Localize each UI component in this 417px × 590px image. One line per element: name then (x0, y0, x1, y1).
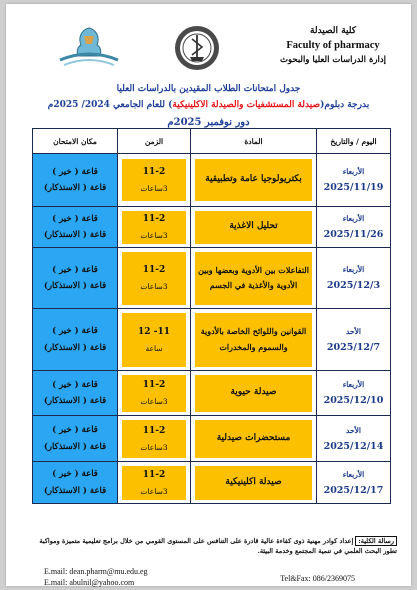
time-cell (118, 416, 191, 462)
exam-session: دور نوفمبر 2025م (167, 117, 250, 128)
mission-text: إعداد كوادر مهنية ذوى كفاءة عالية قادرة على التنافس على المستوى القومي من خلال برامج تعليمية متميزة ومواكبة تطور البحث العلمي في تنمية المجتمع وخدمة البيئة. (39, 537, 397, 556)
table-row (33, 371, 391, 416)
place-cell (33, 248, 118, 309)
subject-name: بكتريولوجيا عامة وتطبيقية (195, 159, 312, 201)
date-cell (317, 309, 391, 371)
day-label: الأربعاء (342, 380, 365, 389)
subject-cell (191, 207, 317, 248)
duration: 3ساعات (140, 397, 168, 406)
document-page (6, 4, 411, 586)
faculty-header (273, 26, 393, 65)
time-box (122, 211, 186, 244)
email-alt: E.mail: abulnil@yahoo.com (44, 577, 135, 587)
academic-year: ) للعام الجامعي 2024/ 2025م (47, 100, 173, 110)
table-row (33, 416, 391, 462)
duration: ساعة (145, 343, 163, 353)
time-range: 11-2 (142, 167, 166, 177)
date-value: 2025/12/17 (323, 484, 384, 496)
contact-telfax: Tel&Fax: 086/2369075 (280, 574, 355, 583)
place-hall-2: قاعة ( الاستذكار) (43, 183, 107, 193)
day-label: الأربعاء (342, 167, 365, 176)
university-logo-icon (48, 24, 130, 70)
subject-cell (191, 309, 317, 371)
time-box (122, 420, 186, 458)
time-cell (118, 248, 191, 309)
email-dean: E.mail: dean.pharm@mu.edu.eg (44, 567, 148, 576)
exam-schedule-table (32, 128, 391, 504)
subject-cell (191, 371, 317, 416)
table-row (33, 154, 391, 207)
subject-name: صيدلة حيوية (195, 375, 312, 412)
header-place: مكان الامتحان (33, 129, 118, 154)
table-row (33, 309, 391, 371)
time-box (122, 375, 186, 412)
subject-cell (191, 462, 317, 504)
place-cell (33, 416, 118, 462)
duration: 3ساعات (140, 486, 168, 496)
time-range: 11-2 (142, 265, 166, 275)
date-value: 2025/11/26 (323, 229, 384, 240)
day-label: الأحد (346, 425, 361, 435)
time-box (122, 252, 186, 305)
date-value: 2025/11/19 (323, 182, 384, 193)
header-date: اليوم / والتاريخ (317, 129, 391, 154)
diploma-line (6, 100, 411, 110)
subject-name: القوانين واللوائح الخاصة بالأدوية والسموم والمخدرات (195, 313, 312, 367)
place-hall-1: قاعة ( خير ) (52, 379, 98, 390)
table-row (33, 462, 391, 504)
date-cell (317, 154, 391, 207)
schedule-title: جدول امتحانات الطلاب المقيدين بالدراسات العليا (116, 84, 301, 94)
subject-name: التفاعلات بين الأدوية وبعضها وبين الأدوية والأغذية في الجسم (195, 252, 312, 305)
time-cell (118, 207, 191, 248)
faculty-mission (36, 536, 397, 556)
place-cell (33, 371, 118, 416)
date-value: 2025/12/14 (323, 440, 384, 452)
time-cell (118, 309, 191, 371)
day-label: الأربعاء (342, 265, 365, 274)
place-cell (33, 309, 118, 371)
duration: 3ساعات (140, 184, 168, 193)
place-cell (33, 207, 118, 248)
date-value: 2025/12/3 (326, 280, 381, 291)
date-cell (317, 248, 391, 309)
faculty-name-ar: كلية الصيدلة (310, 26, 356, 36)
subject-cell (191, 416, 317, 462)
duration: 3ساعات (140, 231, 168, 240)
table-row (33, 207, 391, 248)
place-hall-2: قاعة ( الاستذكار) (43, 441, 107, 452)
place-hall-1: قاعة ( خير ) (52, 425, 98, 436)
header-subject: المادة (191, 129, 317, 154)
subject-name: صيدلة اكلينيكية (195, 466, 312, 500)
place-hall-1: قاعة ( خير ) (52, 469, 98, 480)
time-cell (118, 154, 191, 207)
duration: 3ساعات (140, 442, 168, 452)
faculty-name-en: Faculty of pharmacy (286, 40, 380, 51)
mission-label: رسالة الكلية: (355, 536, 397, 546)
time-box (122, 159, 186, 201)
duration: 3ساعات (140, 282, 168, 291)
subject-cell (191, 248, 317, 309)
place-hall-1: قاعة ( خير ) (52, 213, 98, 224)
date-cell (317, 207, 391, 248)
place-hall-1: قاعة ( خير ) (52, 326, 98, 337)
date-value: 2025/12/7 (326, 341, 381, 353)
time-cell (118, 462, 191, 504)
date-cell (317, 371, 391, 416)
time-box (122, 313, 186, 367)
subject-cell (191, 154, 317, 207)
contact-emails (44, 567, 148, 589)
place-hall-2: قاعة ( الاستذكار) (43, 230, 107, 240)
place-hall-2: قاعة ( الاستذكار) (43, 281, 107, 291)
time-range: 11-2 (142, 214, 166, 224)
place-hall-2: قاعة ( الاستذكار) (43, 485, 107, 496)
time-range: 11-2 (142, 469, 166, 480)
day-label: الأربعاء (342, 469, 365, 479)
time-range: 11-2 (142, 380, 166, 390)
time-cell (118, 371, 191, 416)
day-label: الأحد (346, 326, 361, 336)
diploma-prefix: بدرجة دبلوم( (320, 100, 370, 110)
date-cell (317, 462, 391, 504)
date-cell (317, 416, 391, 462)
department-name: إدارة الدراسات العليا والبحوث (279, 55, 387, 65)
place-hall-2: قاعة ( الاستذكار) (43, 396, 107, 406)
place-cell (33, 462, 118, 504)
date-value: 2025/12/10 (323, 395, 384, 406)
table-header-row (33, 129, 391, 154)
place-hall-1: قاعة ( خير ) (52, 264, 98, 275)
faculty-seal-icon (173, 24, 221, 72)
time-range: 11- 12 (138, 326, 170, 337)
header-time: الزمن (118, 129, 191, 154)
day-label: الأربعاء (342, 214, 365, 223)
time-box (122, 466, 186, 500)
place-hall-1: قاعة ( خير ) (52, 166, 98, 177)
diploma-name: صيدلة المستشفيات والصيدلة الاكلينيكية (172, 100, 321, 110)
table-row (33, 248, 391, 309)
time-range: 11-2 (142, 425, 166, 436)
subject-name: تحليل الاغذية (195, 211, 312, 244)
place-hall-2: قاعة ( الاستذكار) (43, 342, 107, 353)
subject-name: مستحضرات صيدلية (195, 420, 312, 458)
place-cell (33, 154, 118, 207)
